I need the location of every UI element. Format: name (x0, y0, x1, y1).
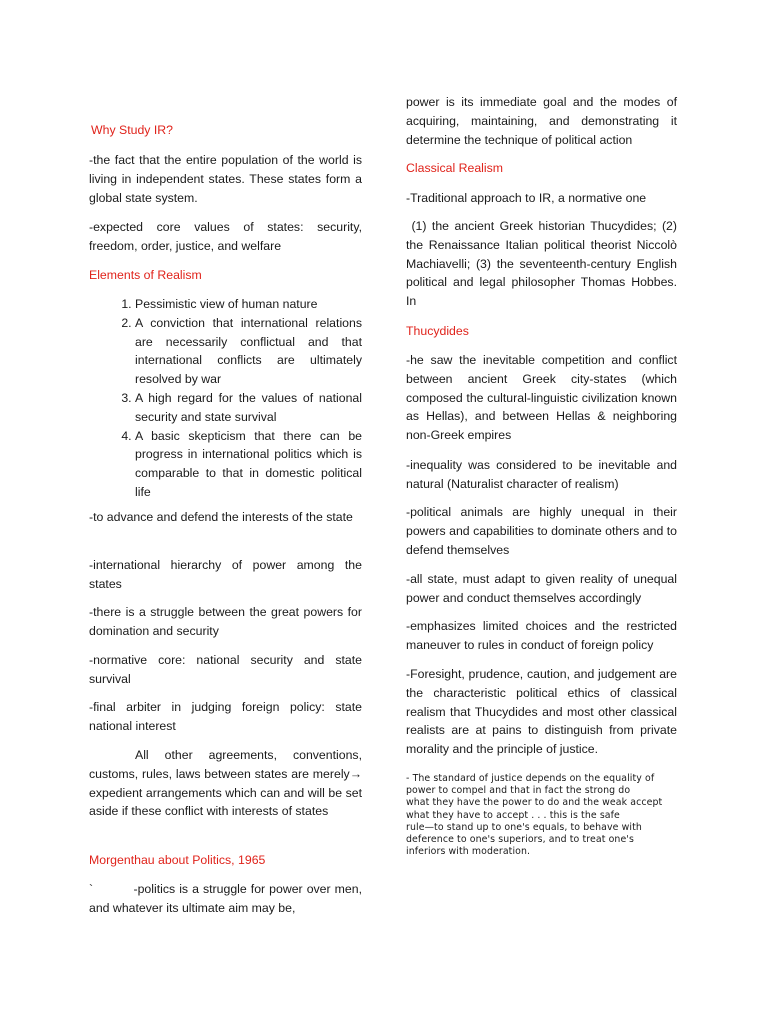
paragraph: -the fact that the entire population of the world is living in independent states. These states form a global state system. (89, 153, 362, 205)
quote-line: power to compel and that in fact the strong do (406, 785, 631, 797)
paragraph: -inequality was considered to be inevitable and natural (Naturalist character of realism) (406, 458, 677, 491)
paragraph: -international hierarchy of power among the states (89, 558, 362, 591)
heading-classical-realism: Classical Realism (406, 161, 504, 175)
quote-line: what they have the power to do and the weak accept (406, 797, 663, 809)
list-item: 2. A conviction that international relations are necessarily conflictual and that international conflicts are ultimately resolved by war (135, 314, 362, 389)
list-item: 1. Pessimistic view of human nature (135, 295, 362, 314)
quote-block (406, 773, 682, 858)
paragraph: power is its immediate goal and the modes of acquiring, maintaining, and demonstrating it determine the technique of political action (406, 95, 677, 147)
paragraph: -emphasizes limited choices and the restricted maneuver to rules in conduct of foreign policy (406, 619, 677, 652)
paragraph: -there is a struggle between the great powers for domination and security (89, 605, 362, 638)
paragraph: -expected core values of states: security, freedom, order, justice, and welfare (89, 220, 362, 253)
heading-morgenthau: Morgenthau about Politics, 1965 (89, 853, 266, 867)
paragraph: -political animals are highly unequal in their powers and capabilities to dominate others and to defend themselves (406, 505, 677, 557)
paragraph: -normative core: national security and state survival (89, 653, 362, 686)
quote-line: deference to one's superiors, and to treat one's (406, 834, 634, 846)
list-item: 3. A high regard for the values of national security and state survival (135, 389, 362, 427)
paragraph: -Foresight, prudence, caution, and judgement are the characteristic political ethics of classical realism that Thucydides and most other classical realists are at pains to distinguish from private morality and the principle of justice. (406, 667, 677, 757)
paragraph: -final arbiter in judging foreign policy: state national interest (89, 700, 362, 733)
elements-list (89, 295, 362, 502)
paragraph: (1) the ancient Greek historian Thucydides; (2) the Renaissance Italian political theorist Niccolò Machiavelli; (3) the seventeenth-century English political and legal philosopher Thomas Hobbes. In (406, 219, 681, 309)
paragraph: -all state, must adapt to given reality of unequal power and conduct themselves accordingly (406, 572, 677, 605)
heading-elements-of-realism: Elements of Realism (89, 268, 202, 282)
quote-line: rule—to stand up to one's equals, to behave with (406, 821, 642, 833)
heading-thucydides: Thucydides (406, 324, 469, 338)
list-item: 4. A basic skepticism that there can be progress in international politics which is comparable to that in domestic political life (135, 427, 362, 502)
quote-line: what they have to accept . . . this is the safe (406, 809, 620, 821)
paragraph: -to advance and defend the interests of the state (89, 510, 353, 524)
paragraph: -he saw the inevitable competition and conflict between ancient Greek city-states (which composed the cultural-linguistic civilization known as Hellas), and between Hellas & neighboring non-Greek empires (406, 353, 677, 443)
paragraph: -Traditional approach to IR, a normative one (406, 191, 647, 205)
paragraph: All other agreements, conventions, customs, rules, laws between states are merely→ expedient arrangements which can and will be set aside if these conflict with interests of states (89, 748, 362, 819)
heading-why-study-ir: Why Study IR? (91, 123, 174, 137)
quote-line: inferiors with moderation. (406, 846, 531, 858)
quote-line: - The standard of justice depends on the equality of (406, 773, 655, 784)
paragraph: ` -politics is a struggle for power over men, and whatever its ultimate aim may be, (89, 882, 366, 915)
